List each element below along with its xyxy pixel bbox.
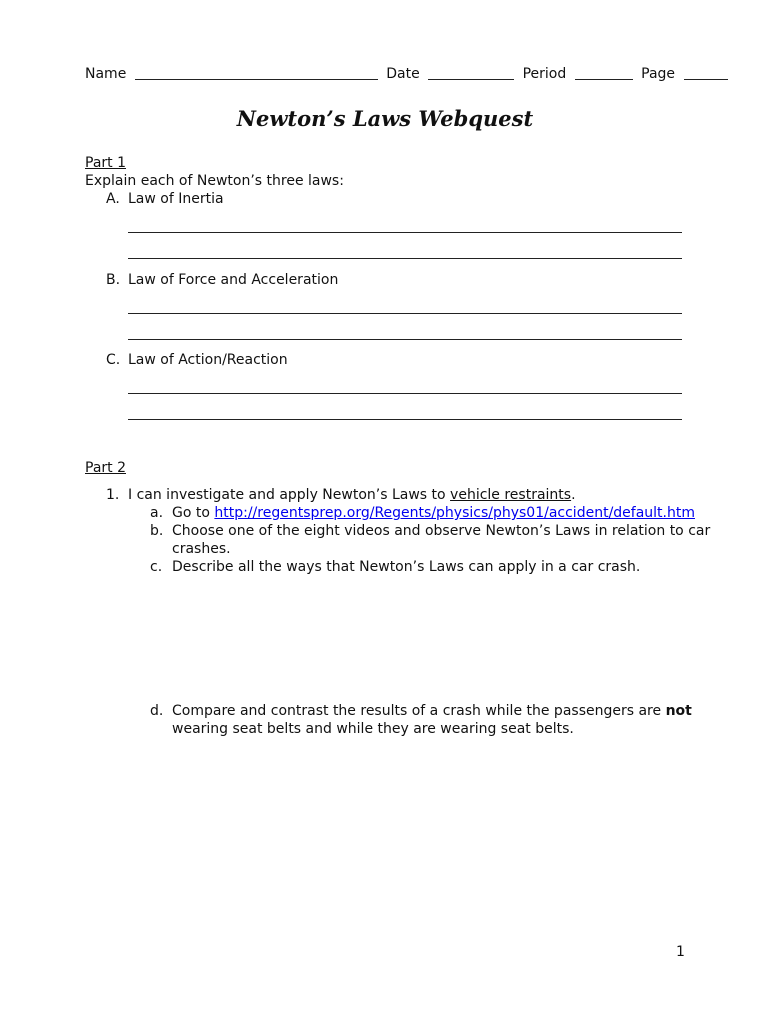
part1-instruction: Explain each of Newton’s three laws: xyxy=(85,173,344,189)
regentsprep-link[interactable]: http://regentsprep.org/Regents/physics/phys01/accident/default.htm xyxy=(214,505,695,521)
answer-line[interactable] xyxy=(128,393,682,394)
sub-b-line1: Choose one of the eight videos and observe Newton’s Laws in relation to car xyxy=(172,523,711,539)
law-a-label: Law of Inertia xyxy=(128,191,224,207)
page-label: Page xyxy=(641,66,676,82)
law-c-marker: C. xyxy=(106,352,121,368)
item1-marker: 1. xyxy=(106,487,120,503)
answer-line[interactable] xyxy=(128,419,682,420)
sub-d-line2: wearing seat belts and while they are wearing seat belts. xyxy=(172,721,574,737)
vehicle-restraints-text: vehicle restraints xyxy=(450,487,572,503)
not-emphasis: not xyxy=(665,703,692,719)
header-fields xyxy=(85,65,685,83)
sub-c-marker: c. xyxy=(150,559,163,575)
law-c-label: Law of Action/Reaction xyxy=(128,352,288,368)
date-label: Date xyxy=(386,66,420,82)
item1-text-before: I can investigate and apply Newton’s Laws to xyxy=(128,487,451,503)
sub-c-text: Describe all the ways that Newton’s Laws can apply in a car crash. xyxy=(172,559,641,575)
period-blank[interactable] xyxy=(575,65,633,80)
law-b-marker: B. xyxy=(106,272,121,288)
sub-d-text: Compare and contrast the results of a crash while the passengers are xyxy=(172,703,666,719)
name-blank[interactable] xyxy=(135,65,378,80)
answer-line[interactable] xyxy=(128,232,682,233)
sub-b-line2: crashes. xyxy=(172,541,231,557)
sub-d-line1 xyxy=(172,702,692,720)
sub-a-prefix: Go to xyxy=(172,505,215,521)
name-label: Name xyxy=(85,66,127,82)
page-title: Newton’s Laws Webquest xyxy=(236,106,534,131)
part1-heading: Part 1 xyxy=(85,155,126,171)
item1-text xyxy=(128,486,576,504)
sub-b-marker: b. xyxy=(150,523,164,539)
law-a-marker: A. xyxy=(106,191,120,207)
law-b-label: Law of Force and Acceleration xyxy=(128,272,339,288)
answer-line[interactable] xyxy=(128,339,682,340)
period-label: Period xyxy=(522,66,567,82)
answer-line[interactable] xyxy=(128,313,682,314)
part2-heading: Part 2 xyxy=(85,460,126,476)
date-blank[interactable] xyxy=(428,65,514,80)
page-number: 1 xyxy=(676,944,685,960)
sub-a-text xyxy=(172,504,695,522)
sub-a-marker: a. xyxy=(150,505,164,521)
sub-d-marker: d. xyxy=(150,703,164,719)
page-blank[interactable] xyxy=(684,65,728,80)
item1-text-after: . xyxy=(571,487,576,503)
answer-line[interactable] xyxy=(128,258,682,259)
